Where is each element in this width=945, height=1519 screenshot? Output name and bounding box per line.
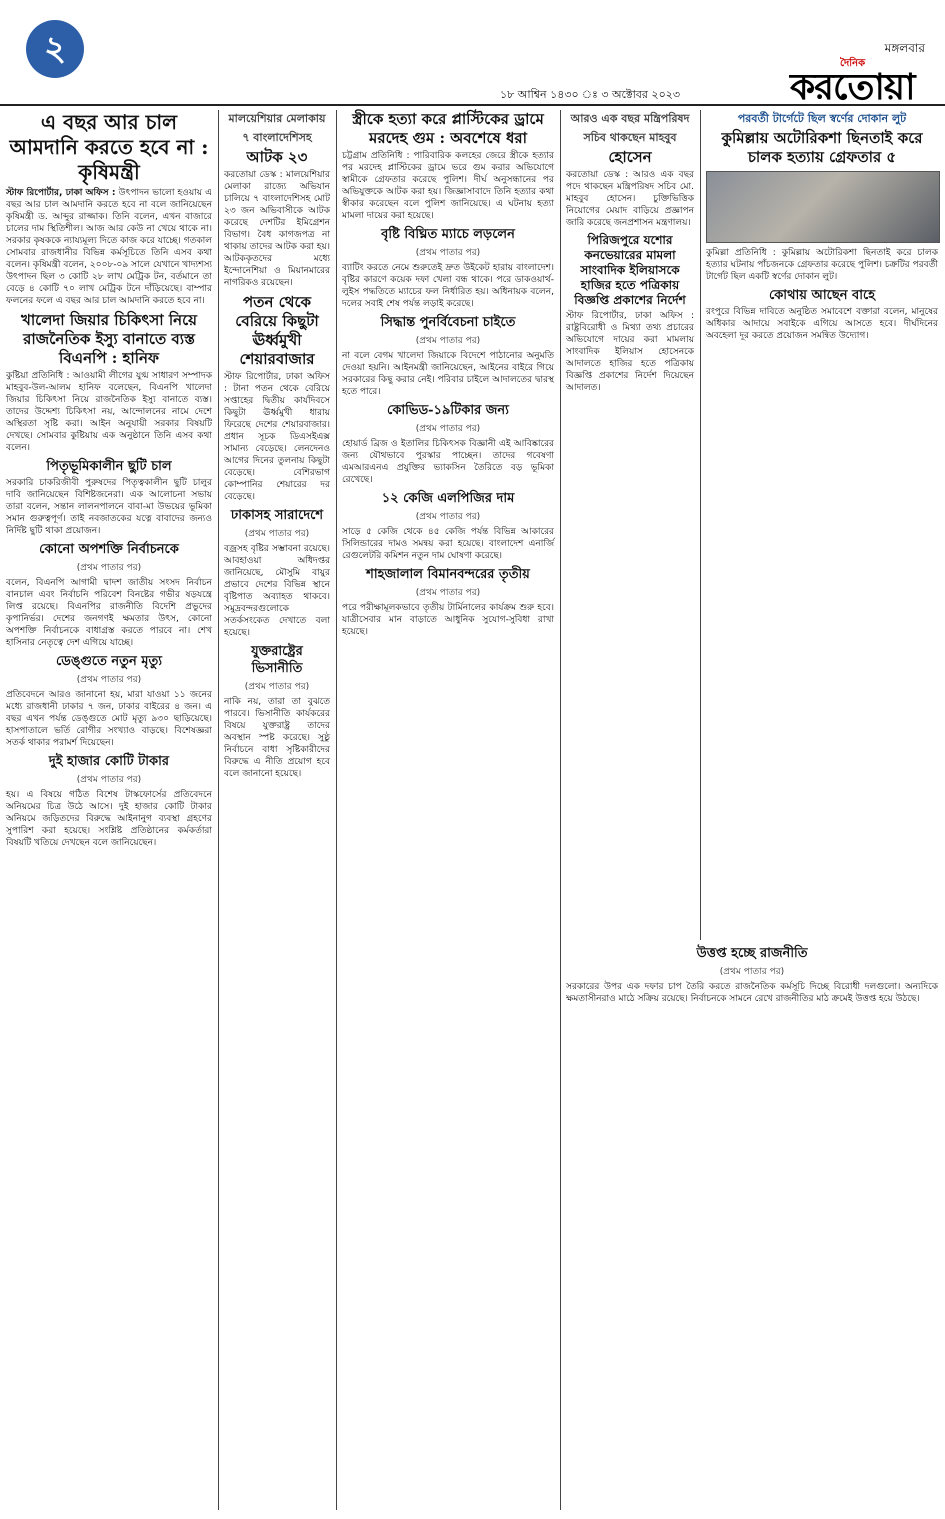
article-headline[interactable]: পতন থেকে বেরিয়ে কিছুটা ঊর্ধ্বমুখী শেয়ারবাজার xyxy=(235,293,319,368)
continued-note: (প্রথম পাতার পর) xyxy=(244,682,310,692)
article-body: চট্টগ্রাম প্রতিনিধি : পারিবারিক কলহের জেরে স্ত্রীকে হত্যার পর মরদেহ প্লাস্টিকের ড্রামে ভরে গুম করার অভিযোগে স্বামীকে গ্রেফতার করেছে পুলিশ। দীর্ঘ অনুসন্ধানের পর অভিযুক্তকে আটক করা হয়। জিজ্ঞাসাবাদে তিনি হত্যার কথা স্বীকার করেছেন বলে পুলিশ জানিয়েছে। এ ঘটনায় হত্যা মামলা দায়ের করা হয়েছে। xyxy=(342,151,554,221)
column-5 xyxy=(706,110,938,346)
date-line: ১৮ আশ্বিন ১৪৩০ ঃ ৩ অক্টোবর ২০২৩ xyxy=(500,88,681,101)
continued-note: (প্রথম পাতার পর) xyxy=(719,967,785,977)
article-body: কুষ্টিয়া প্রতিনিধি : আওয়ামী লীগের যুগ্ম সাধারণ সম্পাদক মাহবুব-উল-আলম হানিফ বলেছেন, বিএনপি খালেদা জিয়ার চিকিৎসা নিয়ে রাজনৈতিক ইস্যু বানাতে ব্যস্ত। তাদের উদ্দেশ্য চিকিৎসা নয়, আন্দোলনের নামে দেশে অস্থিরতা সৃষ্টি করা। আইন অনুযায়ী সরকার বিষয়টি দেখছে। সোমবার কুষ্টিয়ায় এক অনুষ্ঠানে তিনি এসব কথা বলেন। xyxy=(6,371,212,453)
continued-note: (প্রথম পাতার পর) xyxy=(244,529,310,539)
article-body: সরকারি চাকরিজীবী পুরুষদের পিতৃত্বকালীন ছুটি চালুর দাবি জানিয়েছেন বিশিষ্টজনেরা। এক আলোচনা সভায় তারা বলেন, সন্তান লালনপালনে বাবা-মা উভয়ের ভূমিকা সমান গুরুত্বপূর্ণ। তাই নবজাতকের যত্নে বাবাদের জন্যও নির্দিষ্ট ছুটি থাকা প্রয়োজন। xyxy=(6,478,212,536)
article-kicker: আরও এক বছর মন্ত্রিপরিষদ সচিব থাকছেন মাহবুব xyxy=(570,112,690,144)
continued-note: (প্রথম পাতার পর) xyxy=(415,248,481,258)
article-body: সাড়ে ৫ কেজি থেকে ৪৫ কেজি পর্যন্ত বিভিন্ন আকারের সিলিন্ডারের দামও সমন্বয় করা হয়েছে। বাংলাদেশ এনার্জি রেগুলেটরি কমিশন নতুন দাম ঘোষণা করেছে। xyxy=(342,527,554,561)
continued-note: (প্রথম পাতার পর) xyxy=(415,424,481,434)
article-body: করতোয়া ডেস্ক : আরও এক বছর পদে থাকছেন মন্ত্রিপরিষদ সচিব মো. মাহবুব হোসেন। চুক্তিভিত্তিক নিয়োগের মেয়াদ বাড়িয়ে প্রজ্ঞাপন জারি করেছে জনপ্রশাসন মন্ত্রণালয়। xyxy=(566,170,694,228)
continued-note: (প্রথম পাতার পর) xyxy=(415,336,481,346)
article-body: কুমিল্লা প্রতিনিধি : কুমিল্লায় অটোরিকশা ছিনতাই করে চালক হত্যার ঘটনায় পাঁচজনকে গ্রেফতার করেছে পুলিশ। চক্রটির পরবর্তী টার্গেট ছিল একটি স্বর্ণের দোকান লুট। xyxy=(706,248,938,282)
article-headline[interactable]: পিরিজপুরে যশোর কনভেয়ারের মামলা সাংবাদিক ইলিয়াসকে হাজির হতে পত্রিকায় বিজ্ঞপ্তি প্রকাশের নির্দেশ xyxy=(574,233,686,307)
article-headline[interactable]: কোনো অপশক্তি নির্বাচনকে xyxy=(39,542,179,557)
article-headline[interactable]: দুই হাজার কোটি টাকার xyxy=(48,754,170,769)
col-divider xyxy=(700,110,701,940)
continued-note: (প্রথম পাতার পর) xyxy=(76,675,142,685)
lead-headline[interactable]: এ বছর আর চাল আমদানি করতে হবে না : কৃষিমন্ত্রী xyxy=(9,110,209,184)
article-headline[interactable]: শাহজালাল বিমানবন্দরের তৃতীয় xyxy=(366,567,530,582)
article-headline[interactable]: সিদ্ধান্ত পুনর্বিবেচনা চাইতে xyxy=(380,315,516,330)
article-headline[interactable]: খালেদা জিয়ার চিকিৎসা নিয়ে রাজনৈতিক ইস্যু বানাতে ব্যস্ত বিএনপি : হানিফ xyxy=(20,311,197,367)
continued-note: (প্রথম পাতার পর) xyxy=(415,588,481,598)
article-headline[interactable]: কোভিড-১৯টিকার জন্য xyxy=(387,403,509,418)
article-body: না বলে বেগম খালেদা জিয়াকে বিদেশে পাঠানোর অনুমতি দেওয়া হয়নি। আইনমন্ত্রী জানিয়েছেন, আইনের বাইরে গিয়ে সরকারের কিছু করার নেই। পরিবার চাইলে আদালতের দ্বারস্থ হতে পারে। xyxy=(342,351,554,397)
article-headline[interactable]: পিতৃভূমিকালীন ছুটি চাল xyxy=(46,459,172,474)
col-divider xyxy=(560,110,561,1510)
column-3 xyxy=(342,110,554,642)
article-headline[interactable]: কোথায় আছেন বাহে xyxy=(768,288,876,303)
continued-note: (প্রথম পাতার পর) xyxy=(76,775,142,785)
article-body: সরকারের উপর এক দফার চাপ তৈরি করতে রাজনৈতিক কর্মসূচি দিচ্ছে বিরোধী দলগুলো। অন্যদিকে ক্ষমতাসীনরাও মাঠে সক্রিয় রয়েছে। নির্বাচনকে সামনে রেখে রাজনীতির মাঠ ক্রমেই উত্তপ্ত হয়ে উঠছে। xyxy=(566,982,938,1004)
news-photo xyxy=(706,171,940,243)
article-headline[interactable]: ১২ কেজি এলপিজির দাম xyxy=(381,491,515,506)
article-body: স্টাফ রিপোর্টার, ঢাকা অফিস : রাষ্ট্রবিরোধী ও মিথ্যা তথ্য প্রচারের অভিযোগে দায়ের করা মামলায় সাংবাদিক ইলিয়াস হোসেনকে আদালতে হাজির হতে পত্রিকায় বিজ্ঞপ্তি প্রকাশের নির্দেশ দিয়েছেন আদালত। xyxy=(566,311,694,393)
article-headline[interactable]: কুমিল্লায় অটোরিকশা ছিনতাই করে চালক হত্যায় গ্রেফতার ৫ xyxy=(721,129,923,166)
article-body: হোয়ার্ড ব্রিজ ও ইতালির চিকিৎসক বিজ্ঞানী এই আবিষ্কারের জন্য যৌথভাবে পুরস্কার পাচ্ছেন। তাদের গবেষণা এমআরএনএ প্রযুক্তির ভ্যাকসিন তৈরিতে বড় ভূমিকা রেখেছে। xyxy=(342,439,554,485)
continued-note: (প্রথম পাতার পর) xyxy=(76,563,142,573)
weekday: মঙ্গলবার xyxy=(884,41,925,55)
article-headline[interactable]: বৃষ্টি বিঘ্নিত ম্যাচে লড়লেন xyxy=(381,227,515,242)
col-divider xyxy=(218,110,219,1510)
article-headline[interactable]: যুক্তরাষ্ট্রের ভিসানীতি xyxy=(251,644,303,676)
article-body: স্টাফ রিপোর্টার, ঢাকা অফিস : টানা পতন থেকে বেরিয়ে সপ্তাহের দ্বিতীয় কার্যদিবসে কিছুটা ঊর্ধ্বমুখী ধারায় ফিরেছে দেশের শেয়ারবাজার। প্রধান সূচক ডিএসইএক্স সামান্য বেড়েছে। লেনদেনও আগের দিনের তুলনায় কিছুটা বেড়েছে। বেশিরভাগ কোম্পানির শেয়ারের দর বেড়েছে। xyxy=(224,372,330,502)
article-body: রংপুরে বিভিন্ন দাবিতে অনুষ্ঠিত সমাবেশে বক্তারা বলেন, মানুষের অধিকার আদায়ে সবাইকে এগিয়ে আসতে হবে। দীর্ঘদিনের অবহেলা দূর করতে প্রয়োজন সমন্বিত উদ্যোগ। xyxy=(706,307,938,341)
article-kicker: মালয়েশিয়ার মেলাকায় ৭ বাংলাদেশিসহ xyxy=(228,112,326,144)
article-headline[interactable]: স্ত্রীকে হত্যা করে প্লাস্টিকের ড্রামে মরদেহ গুম : অবশেষে ধরা xyxy=(352,110,544,147)
article-kicker: পরবর্তী টার্গেটে ছিল স্বর্ণের দোকান লুট xyxy=(737,112,907,125)
col-divider xyxy=(336,110,337,1510)
lead-body: উৎপাদন ভালো হওয়ায় এ বছর আর চাল আমদানি করতে হবে না বলে জানিয়েছেন কৃষিমন্ত্রী ড. আব্দুর রাজ্জাক। তিনি বলেন, এখন বাজারে চালের দাম স্থিতিশীল। আজ আর কেউ না খেয়ে থাকে না। সরকার কৃষককে ন্যায্যমূল্য দিতে কাজ করে যাচ্ছে। গতকাল সোমবার রাজধানীর বিভিন্ন কর্মসূচিতে তিনি এসব কথা বলেন। কৃষিমন্ত্রী বলেন, ২০০৮-০৯ সালে যেখানে খাদ্যশস্য উৎপাদন ছিল ৩ কোটি ২৮ লাখ মেট্রিক টন, বর্তমানে তা বেড়ে ৪ কোটি ৭০ লাখ মেট্রিক টনে দাঁড়িয়েছে। বাম্পার ফলনের ফলে এ বছর আর চাল আমদানি করতে হবে না। xyxy=(6,188,212,306)
article-headline[interactable]: আটক ২৩ xyxy=(246,148,308,166)
paper-name-logo: করতোয়া xyxy=(790,66,915,108)
article-headline[interactable]: হোসেন xyxy=(608,148,652,166)
lead-dateline: স্টাফ রিপোর্টার, ঢাকা অফিস : xyxy=(6,188,116,198)
article-body: ব্যাটিং করতে নেমে শুরুতেই দ্রুত উইকেট হারায় বাংলাদেশ। বৃষ্টির কারণে কয়েক দফা খেলা বন্ধ থাকে। পরে ডাকওয়ার্থ-লুইস পদ্ধতিতে ম্যাচের ফল নির্ধারিত হয়। অধিনায়ক বলেন, দলের সবাই শেষ পর্যন্ত লড়াই করেছে। xyxy=(342,263,554,309)
bottom-right-block xyxy=(566,945,938,1009)
paper-name-small: দৈনিক xyxy=(840,58,866,69)
article-body: পরে পরীক্ষামূলকভাবে তৃতীয় টার্মিনালের কার্যক্রম শুরু হবে। যাত্রীসেবার মান বাড়াতে আধুনিক সুযোগ-সুবিধা রাখা হয়েছে। xyxy=(342,603,554,637)
column-4 xyxy=(566,110,694,398)
article-body: করতোয়া ডেস্ক : মালয়েশিয়ার মেলাকা রাজ্যে অভিযান চালিয়ে ৭ বাংলাদেশিসহ মোট ২৩ জন অভিবাসীকে আটক করেছে দেশটির ইমিগ্রেশন বিভাগ। বৈধ কাগজপত্র না থাকায় তাদের আটক করা হয়। আটককৃতদের মধ্যে ইন্দোনেশিয়া ও মিয়ানমারের নাগরিকও রয়েছেন। xyxy=(224,170,330,288)
article-body: বলেন, বিএনপি আগামী দ্বাদশ জাতীয় সংসদ নির্বাচন বানচাল এবং নির্বাচনি পরিবেশ বিনষ্টের গভীর ষড়যন্ত্রে লিপ্ত রয়েছে। বিএনপির রাজনীতি বিদেশি প্রভুদের কৃপানির্ভর। দেশের জনগণই ক্ষমতার উৎস, কোনো অপশক্তি নির্বাচনকে বাধাগ্রস্ত করতে পারবে না। শেখ হাসিনার নেতৃত্বে দেশ এগিয়ে যাচ্ছে। xyxy=(6,578,212,648)
column-2 xyxy=(224,110,330,784)
article-headline[interactable]: ঢাকাসহ সারাদেশে xyxy=(230,508,324,523)
article-headline[interactable]: উত্তপ্ত হচ্ছে রাজনীতি xyxy=(696,946,808,961)
article-headline[interactable]: ডেঙ্গুতে নতুন মৃত্যু xyxy=(56,654,162,669)
column-1 xyxy=(6,110,212,853)
article-body: বজ্রসহ বৃষ্টির সম্ভাবনা রয়েছে। আবহাওয়া অধিদপ্তর জানিয়েছে, মৌসুমি বায়ুর প্রভাবে দেশের বিভিন্ন স্থানে বৃষ্টিপাত অব্যাহত থাকবে। সমুদ্রবন্দরগুলোকে সতর্কসংকেত দেখাতে বলা হয়েছে। xyxy=(224,544,330,638)
article-body: নাকি নয়, তারা তা বুঝতে পারবে। ভিসানীতি কার্যকরের বিষয়ে যুক্তরাষ্ট্র তাদের অবস্থান স্পষ্ট করেছে। সুষ্ঠু নির্বাচনে বাধা সৃষ্টিকারীদের বিরুদ্ধে এ নীতি প্রয়োগ হবে বলে জানানো হয়েছে। xyxy=(224,697,330,779)
article-body: প্রতিবেদনে আরও জানানো হয়, মারা যাওয়া ১১ জনের মধ্যে রাজধানী ঢাকার ৭ জন, ঢাকার বাইরের ৪ জন। এ বছর এখন পর্যন্ত ডেঙ্গুতে মোট মৃত্যু ৯৩০ ছাড়িয়েছে। হাসপাতালে ভর্তি রোগীর সংখ্যাও বাড়ছে। বিশেষজ্ঞরা সতর্ক থাকার পরামর্শ দিয়েছেন। xyxy=(6,690,212,748)
continued-note: (প্রথম পাতার পর) xyxy=(415,512,481,522)
page-number-badge: ২ xyxy=(26,20,84,78)
article-body: হয়। এ বিষয়ে গঠিত বিশেষ টাস্কফোর্সের প্রতিবেদনে অনিয়মের চিত্র উঠে আসে। দুই হাজার কোটি টাকার অনিয়মে জড়িতদের বিরুদ্ধে আইনানুগ ব্যবস্থা গ্রহণের সুপারিশ করা হয়েছে। সংশ্লিষ্ট প্রতিষ্ঠানের কর্মকর্তারা বিষয়টি খতিয়ে দেখছেন বলে জানিয়েছেন। xyxy=(6,790,212,848)
